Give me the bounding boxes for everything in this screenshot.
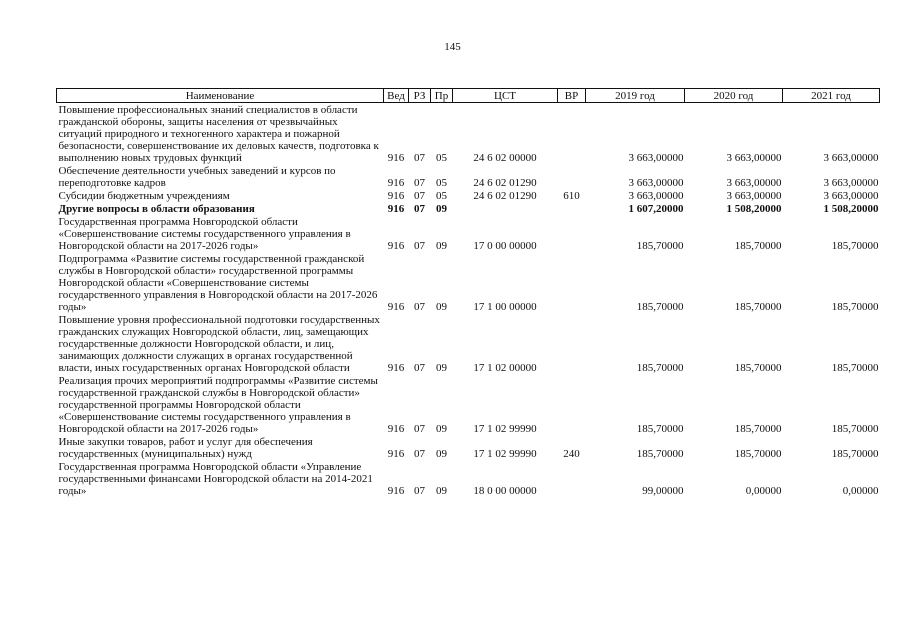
- cell-2019: 185,70000: [636, 423, 684, 435]
- table-row: [57, 252, 880, 313]
- cell-2019: 99,00000: [642, 485, 684, 497]
- cell-cst: 24 6 02 00000: [473, 152, 537, 164]
- table-row: [57, 435, 880, 460]
- page-number: 145: [444, 41, 461, 53]
- cell-rz: 07: [414, 448, 425, 460]
- cell-ved: 916: [387, 423, 405, 435]
- table-row: [57, 189, 880, 202]
- budget-table: [56, 88, 880, 497]
- table-row: [57, 313, 880, 374]
- cell-rz: 07: [414, 177, 425, 189]
- cell-2021: 185,70000: [831, 301, 879, 313]
- cell-2021: 185,70000: [831, 362, 879, 374]
- header-vr: ВР: [558, 89, 586, 103]
- cell-vr: [558, 215, 586, 252]
- cell-cst: 17 0 00 00000: [473, 240, 537, 252]
- cell-2021: 3 663,00000: [823, 190, 879, 202]
- cell-ved: 916: [387, 177, 405, 189]
- cell-cst: [453, 202, 558, 215]
- cell-2021: 185,70000: [831, 423, 879, 435]
- cell-rz: 07: [414, 301, 425, 313]
- cell-cst: 24 6 02 01290: [473, 190, 537, 202]
- table-body: [57, 103, 880, 498]
- cell-pr: 09: [436, 448, 447, 460]
- header-2019: 2019 год: [586, 89, 685, 103]
- cell-vr: [558, 460, 586, 497]
- cell-pr: 09: [436, 485, 447, 497]
- cell-pr: 09: [436, 362, 447, 374]
- cell-cst: 17 1 00 00000: [473, 301, 537, 313]
- header-rz: РЗ: [409, 89, 431, 103]
- header-name: Наименование: [57, 89, 384, 103]
- cell-pr: 05: [436, 190, 447, 202]
- cell-2020: 3 663,00000: [726, 152, 782, 164]
- cell-2021: 185,70000: [831, 240, 879, 252]
- cell-2019: 185,70000: [636, 301, 684, 313]
- cell-2019: 185,70000: [636, 362, 684, 374]
- cell-pr: 09: [436, 240, 447, 252]
- cell-2020: 185,70000: [734, 240, 782, 252]
- cell-rz: 07: [414, 203, 425, 215]
- header-pr: Пр: [431, 89, 453, 103]
- cell-pr: 09: [436, 203, 447, 215]
- cell-2021: 185,70000: [831, 448, 879, 460]
- table-row: [57, 103, 880, 165]
- cell-ved: 916: [387, 203, 405, 215]
- cell-2019: 1 607,20000: [628, 203, 684, 215]
- cell-vr: [558, 374, 586, 435]
- cell-2020: 185,70000: [734, 448, 782, 460]
- cell-name: Подпрограмма «Развитие системы государственной гражданской службы в Новгородской области» государственной программы Новгородской области «Совершенствование системы государственного управления в Новгородской области на 2017-2026 годы»: [58, 253, 378, 313]
- cell-cst: 17 1 02 99990: [473, 448, 537, 460]
- header-2020: 2020 год: [685, 89, 783, 103]
- cell-pr: 09: [436, 423, 447, 435]
- cell-2019: 3 663,00000: [628, 152, 684, 164]
- cell-2020: 0,00000: [745, 485, 782, 497]
- table-row: [57, 202, 880, 215]
- cell-2020: 3 663,00000: [726, 177, 782, 189]
- table-header-row: [57, 89, 880, 103]
- cell-rz: 07: [414, 485, 425, 497]
- cell-name: Иные закупки товаров, работ и услуг для обеспечения государственных (муниципальных) нужд: [58, 436, 313, 460]
- cell-vr: [558, 202, 586, 215]
- cell-vr: [558, 103, 586, 165]
- cell-name: Повышение профессиональных знаний специалистов в области гражданской обороны, защиты населения от чрезвычайных ситуаций природного и техногенного характера и пожарной безопасности, совершенствование их деловых качеств, подготовка к выполнению новых трудовых функций: [58, 104, 379, 164]
- cell-name: Государственная программа Новгородской области «Совершенствование системы государственного управления в Новгородской области на 2017-2026 годы»: [58, 216, 351, 252]
- cell-ved: 916: [387, 240, 405, 252]
- cell-rz: 07: [414, 362, 425, 374]
- cell-cst: 24 6 02 01290: [473, 177, 537, 189]
- cell-vr: [558, 164, 586, 189]
- cell-2020: 3 663,00000: [726, 190, 782, 202]
- cell-2020: 185,70000: [734, 301, 782, 313]
- cell-2020: 185,70000: [734, 423, 782, 435]
- cell-2021: 3 663,00000: [823, 177, 879, 189]
- header-2021: 2021 год: [783, 89, 880, 103]
- table-row: [57, 460, 880, 497]
- cell-cst: 18 0 00 00000: [473, 485, 537, 497]
- cell-name: Другие вопросы в области образования: [58, 203, 255, 215]
- cell-name: Государственная программа Новгородской области «Управление государственными финансами Новгородской области на 2014-2021 годы»: [58, 461, 373, 497]
- header-cst: ЦСТ: [453, 89, 558, 103]
- cell-2020: 1 508,20000: [726, 203, 782, 215]
- cell-pr: 09: [436, 301, 447, 313]
- cell-2019: 3 663,00000: [628, 177, 684, 189]
- cell-vr: 240: [563, 448, 580, 460]
- cell-2021: 0,00000: [842, 485, 879, 497]
- cell-2019: 3 663,00000: [628, 190, 684, 202]
- table-row: [57, 374, 880, 435]
- table-row: [57, 215, 880, 252]
- cell-pr: 05: [436, 152, 447, 164]
- cell-pr: 05: [436, 177, 447, 189]
- cell-rz: 07: [414, 152, 425, 164]
- cell-2019: 185,70000: [636, 240, 684, 252]
- cell-ved: 916: [387, 448, 405, 460]
- header-ved: Вед: [384, 89, 409, 103]
- cell-ved: 916: [387, 152, 405, 164]
- cell-name: Повышение уровня профессиональной подготовки государственных гражданских служащих Новгородской области, лиц, замещающих государственные должности Новгородской области, и лиц, занимающих должности служащих в органах государственной власти, иных государственных органах Новгородской области: [58, 314, 380, 374]
- table-row: [57, 164, 880, 189]
- cell-cst: 17 1 02 99990: [473, 423, 537, 435]
- cell-rz: 07: [414, 190, 425, 202]
- cell-ved: 916: [387, 362, 405, 374]
- cell-2021: 3 663,00000: [823, 152, 879, 164]
- cell-cst: 17 1 02 00000: [473, 362, 537, 374]
- cell-ved: 916: [387, 301, 405, 313]
- cell-rz: 07: [414, 240, 425, 252]
- cell-2020: 185,70000: [734, 362, 782, 374]
- cell-2019: 185,70000: [636, 448, 684, 460]
- cell-ved: 916: [387, 190, 405, 202]
- cell-vr: [558, 313, 586, 374]
- cell-name: Обеспечение деятельности учебных заведений и курсов по переподготовке кадров: [58, 165, 336, 189]
- cell-rz: 07: [414, 423, 425, 435]
- cell-ved: 916: [387, 485, 405, 497]
- cell-vr: [558, 252, 586, 313]
- cell-vr: 610: [563, 190, 580, 202]
- cell-2021: 1 508,20000: [823, 203, 879, 215]
- cell-name: Реализация прочих мероприятий подпрограммы «Развитие системы государственной гражданской службы в Новгородской области» государственной программы Новгородской области «Совершенствование системы государственного управления в Новгородской области на 2017-2026 годы»: [58, 375, 378, 435]
- cell-name: Субсидии бюджетным учреждениям: [58, 190, 230, 202]
